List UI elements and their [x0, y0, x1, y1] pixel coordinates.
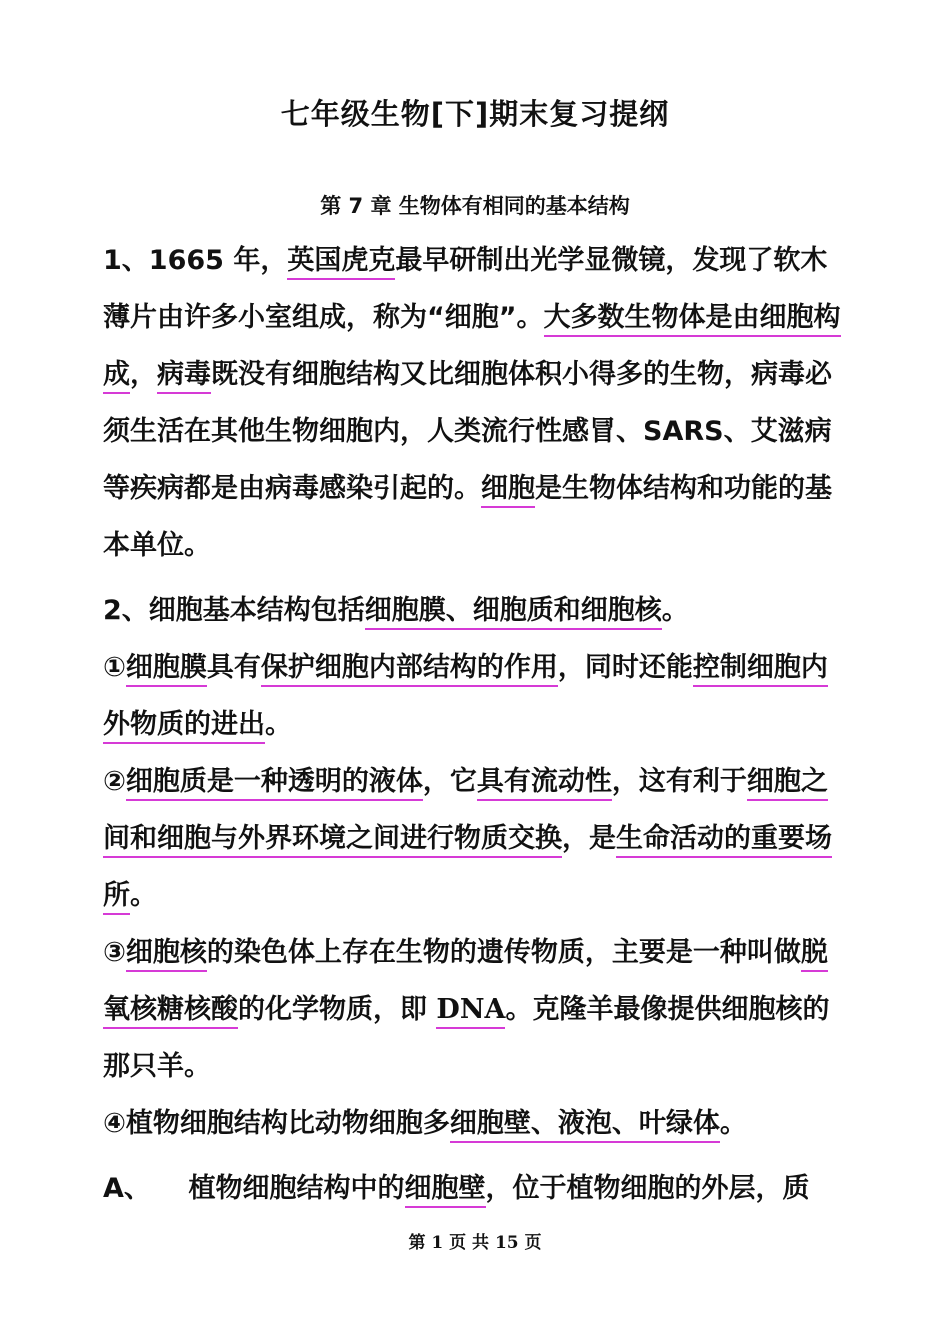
document-title: 七年级生物[下]期末复习提纲 — [280, 97, 670, 131]
underlined-text: 脱氧核糖核酸 — [103, 937, 828, 1029]
text-span: ④植物细胞结构比动物细胞多 — [103, 1108, 450, 1139]
underlined-text: 生命活动的重要场所 — [103, 823, 832, 915]
text-span: 最早研制出光学显微镜，发现了软木薄片由许多小室组成，称为“细胞”。 — [103, 245, 828, 333]
text-span: ，它 — [422, 766, 477, 797]
underlined-text: 英国虎克 — [287, 245, 395, 280]
text-span: ③ — [103, 937, 126, 968]
text-span: 。 — [130, 880, 157, 911]
text-span: 。 — [661, 595, 689, 626]
underlined-text: 细胞质是一种透明的液体 — [126, 766, 423, 801]
text-span: 1、1665 年， — [103, 245, 288, 276]
text-span: 。 — [265, 709, 292, 740]
text-span: 既没有细胞结构又比细胞体积小得多的生物，病毒必须生活在其他生物细胞内，人类流行性感冒、SARS、艾滋病等疾病都是由病毒感染引起的。 — [103, 359, 832, 504]
text-span: ， — [130, 359, 157, 390]
underlined-text: 细胞核 — [126, 937, 207, 972]
underlined-text: 病毒 — [157, 359, 211, 394]
text-span: 的化学物质，即 — [238, 994, 437, 1025]
text-span: ，是 — [562, 823, 616, 854]
underlined-text: 保护细胞内部结构的作用 — [261, 652, 558, 687]
text-span: ，这有利于 — [611, 766, 747, 797]
paragraph-2 — [103, 582, 853, 639]
underlined-text: 细胞壁、液泡、叶绿体 — [450, 1108, 720, 1143]
document-body — [103, 232, 853, 1217]
text-span: ② — [103, 766, 126, 797]
underlined-text: 细胞膜、细胞质和细胞核 — [365, 595, 662, 630]
text-span: 。 — [719, 1108, 747, 1139]
underlined-text: DNA — [436, 994, 505, 1029]
text-span: 。克隆羊最像提供细胞核的那只羊。 — [103, 994, 830, 1082]
underlined-text: 细胞壁 — [405, 1173, 486, 1208]
paragraph-6 — [103, 1095, 853, 1152]
text-span: 的染色体上存在生物的遗传物质，主要是一种叫做 — [206, 937, 801, 968]
text-span: ① — [103, 652, 126, 683]
underlined-text: 细胞 — [481, 473, 535, 508]
text-span: 2、细胞基本结构包括 — [103, 595, 365, 626]
text-span: A、 植物细胞结构中的 — [103, 1173, 405, 1204]
underlined-text: 细胞膜 — [126, 652, 207, 687]
text-span: 是生物体结构和功能的基本单位。 — [103, 473, 832, 561]
page-footer: 第 1 页 共 15 页 — [408, 1233, 542, 1253]
paragraph-3 — [103, 639, 853, 753]
text-span: 具有 — [206, 652, 261, 683]
text-span: ，位于植物细胞的外层，质 — [485, 1173, 810, 1204]
text-span: ，同时还能 — [557, 652, 693, 683]
paragraph-1 — [103, 232, 853, 574]
underlined-text: 大多数生物体是由细胞构成 — [103, 302, 841, 394]
paragraph-7 — [103, 1160, 853, 1217]
underlined-text: 控制细胞内外物质的进出 — [103, 652, 828, 744]
paragraph-5 — [103, 924, 853, 1095]
paragraph-4 — [103, 753, 853, 924]
underlined-text: 细胞之间和细胞与外界环境之间进行物质交换 — [103, 766, 828, 858]
chapter-heading: 第 7 章 生物体有相同的基本结构 — [320, 194, 630, 218]
underlined-text: 具有流动性 — [477, 766, 612, 801]
